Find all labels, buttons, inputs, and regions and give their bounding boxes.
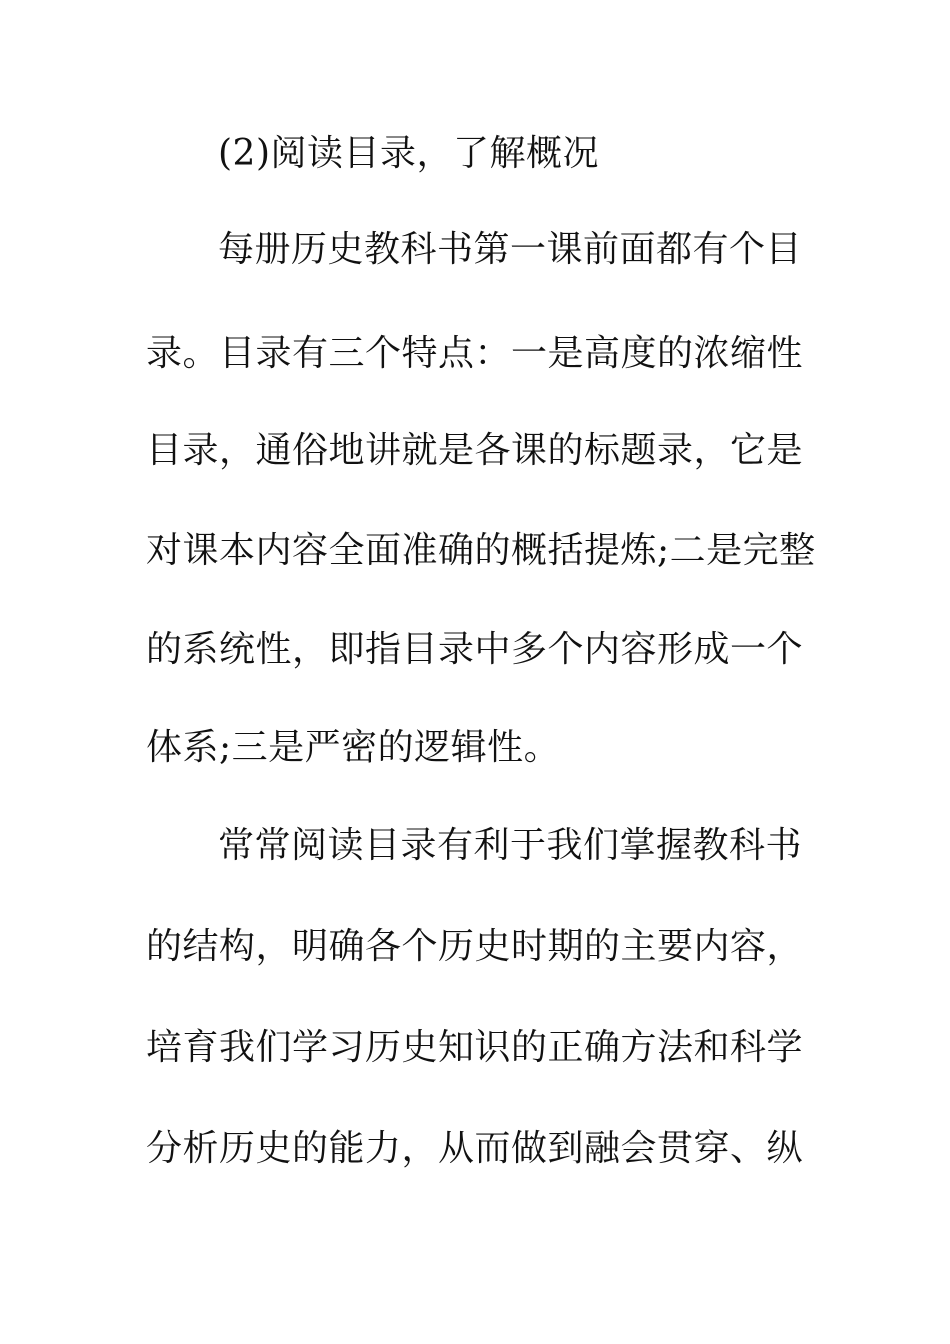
paragraph-line: 的系统性，即指目录中多个内容形成一个 xyxy=(146,629,804,670)
paragraph-line: 分析历史的能力，从而做到融会贯穿、纵 xyxy=(146,1128,804,1169)
paragraph-line: 的结构，明确各个历史时期的主要内容， xyxy=(146,926,804,967)
paragraph-line: 每册历史教科书第一课前面都有个目 xyxy=(218,229,803,270)
paragraph-line: 对课本内容全面准确的概括提炼;二是完整 xyxy=(146,530,816,571)
paragraph-line: 录。目录有三个特点：一是高度的浓缩性 xyxy=(146,333,804,374)
paragraph-line: 体系;三是严密的逻辑性。 xyxy=(146,727,561,768)
section-heading: (2)阅读目录，了解概况 xyxy=(218,133,599,174)
paragraph-line: 目录，通俗地讲就是各课的标题录，它是 xyxy=(146,430,804,471)
paragraph-line: 培育我们学习历史知识的正确方法和科学 xyxy=(146,1027,804,1068)
paragraph-line: 常常阅读目录有利于我们掌握教科书 xyxy=(218,825,803,866)
